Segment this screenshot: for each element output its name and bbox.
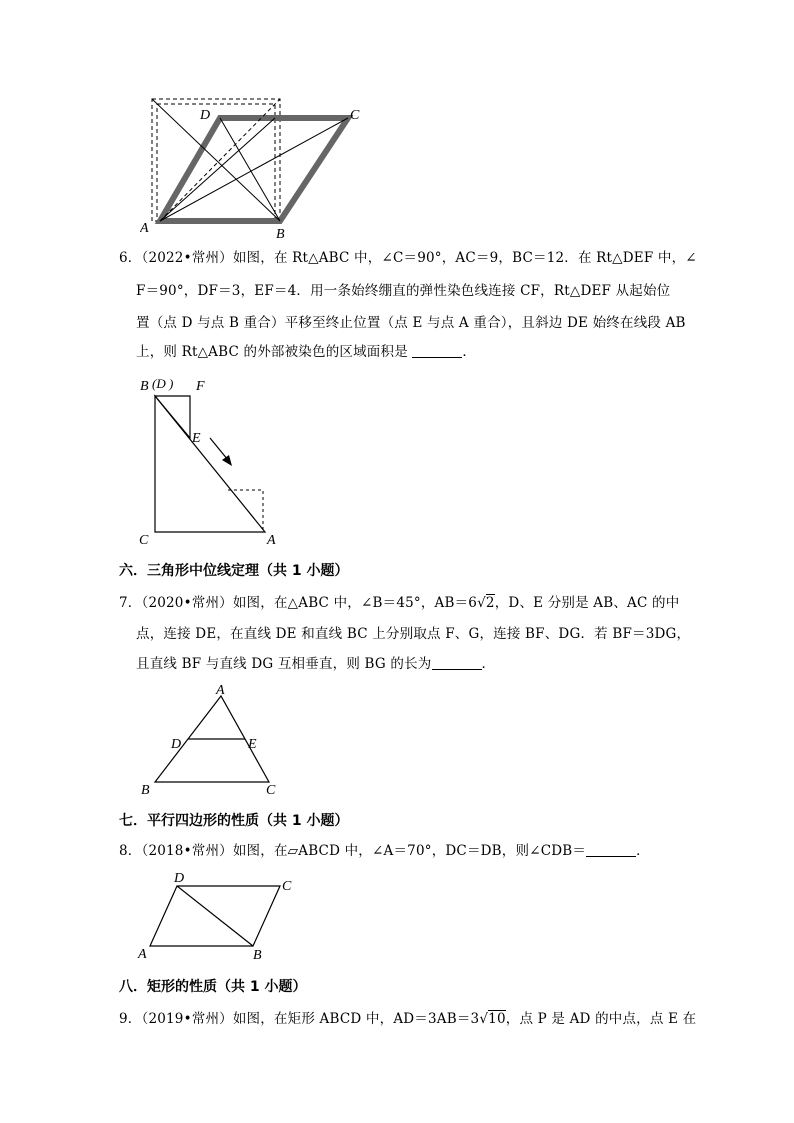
- q6-line-4-text: 上，则 Rt△ABC 的外部被染色的区域面积是: [136, 344, 408, 360]
- triangle-def-end: [228, 490, 263, 532]
- q7-line-2: 点，连接 DE，在直线 DE 和直线 BC 上分别取点 F、G，连接 BF、DG．若 BF＝3DG，: [136, 626, 691, 642]
- section-6-title: 六．三角形中位线定理（共 1 小题）: [119, 563, 349, 579]
- section-7-title: 七．平行四边形的性质（共 1 小题）: [119, 813, 349, 829]
- q8-text: 8．（2018•常州）如图，在▱ABCD 中，∠A＝70°，DC＝DB，则∠CDB＝: [119, 843, 587, 859]
- q9-sqrt-value: 10: [488, 1011, 506, 1027]
- figure-rhombus: [140, 95, 370, 245]
- q6-line-2: F＝90°，DF＝3，EF＝4．用一条始终绷直的弹性染色线连接 CF，Rt△DEF 从起始位: [136, 283, 671, 299]
- q9-text-a: 9．（2019•常州）如图，在矩形 ABCD 中，AD＝3AB＝3: [119, 1011, 480, 1027]
- label-D: D: [200, 108, 211, 123]
- q6-answer-blank: [412, 345, 462, 358]
- section-8-title: 八．矩形的性质（共 1 小题）: [119, 979, 307, 995]
- label-B: B: [276, 227, 285, 242]
- q7-answer-blank: [432, 657, 482, 670]
- label-C2: C: [139, 533, 149, 548]
- triangle-def: [155, 396, 190, 438]
- label-B2: B: [140, 379, 149, 394]
- q7-sqrt-value: 2: [485, 595, 495, 611]
- label-E3: E: [248, 737, 257, 752]
- q8-line: [119, 841, 650, 861]
- q9-sqrt: √10: [479, 1011, 506, 1027]
- q7-line-1-a: 7．（2020•常州）如图，在△ABC 中，∠B＝45°，AB＝6: [119, 595, 478, 611]
- arrow-head: [222, 455, 232, 466]
- label-D2: (D ): [152, 376, 174, 391]
- q6-end: ．: [462, 344, 477, 360]
- q7-line-3: [136, 654, 495, 674]
- label-E2: E: [192, 431, 201, 446]
- label-A: A: [140, 221, 149, 236]
- figure-midline-triangle: [135, 682, 285, 800]
- q9-line: [119, 1009, 696, 1029]
- diagonal-db: [177, 886, 253, 946]
- label-D4: D: [174, 871, 185, 886]
- q7-line-3-text: 且直线 BF 与直线 DG 互相垂直，则 BG 的长为: [136, 656, 432, 672]
- q8-answer-blank: [586, 844, 636, 857]
- label-F2: F: [196, 379, 205, 394]
- label-C4: C: [282, 879, 292, 894]
- label-B3: B: [141, 783, 150, 798]
- figure-parallelogram: [132, 868, 302, 964]
- q8-end: ．: [636, 843, 650, 859]
- label-C3: C: [266, 783, 276, 798]
- label-A3: A: [216, 683, 225, 698]
- label-C: C: [350, 108, 360, 123]
- label-A2: A: [267, 533, 276, 548]
- q7-end: ．: [481, 656, 496, 672]
- q7-sqrt: √2: [477, 595, 495, 611]
- q6-line-3: 置（点 D 与点 B 重合）平移至终止位置（点 E 与点 A 重合），且斜边 DE 始终在线段 AB: [136, 315, 686, 331]
- label-A4: A: [138, 947, 147, 962]
- figure-triangle-def: [130, 372, 290, 550]
- label-D3: D: [171, 737, 182, 752]
- arrow-line: [210, 438, 228, 460]
- q7-line-1: [119, 593, 679, 613]
- q9-text-b: ，点 P 是 AD 的中点，点 E 在: [505, 1011, 697, 1027]
- q6-line-1: 6．（2022•常州）如图，在 Rt△ABC 中，∠C＝90°，AC＝9，BC＝12．在 Rt△DEF 中，∠: [119, 250, 697, 266]
- q7-line-1-b: ，D、E 分别是 AB、AC 的中: [494, 595, 680, 611]
- label-B4: B: [253, 948, 262, 963]
- q6-line-4: [136, 342, 476, 362]
